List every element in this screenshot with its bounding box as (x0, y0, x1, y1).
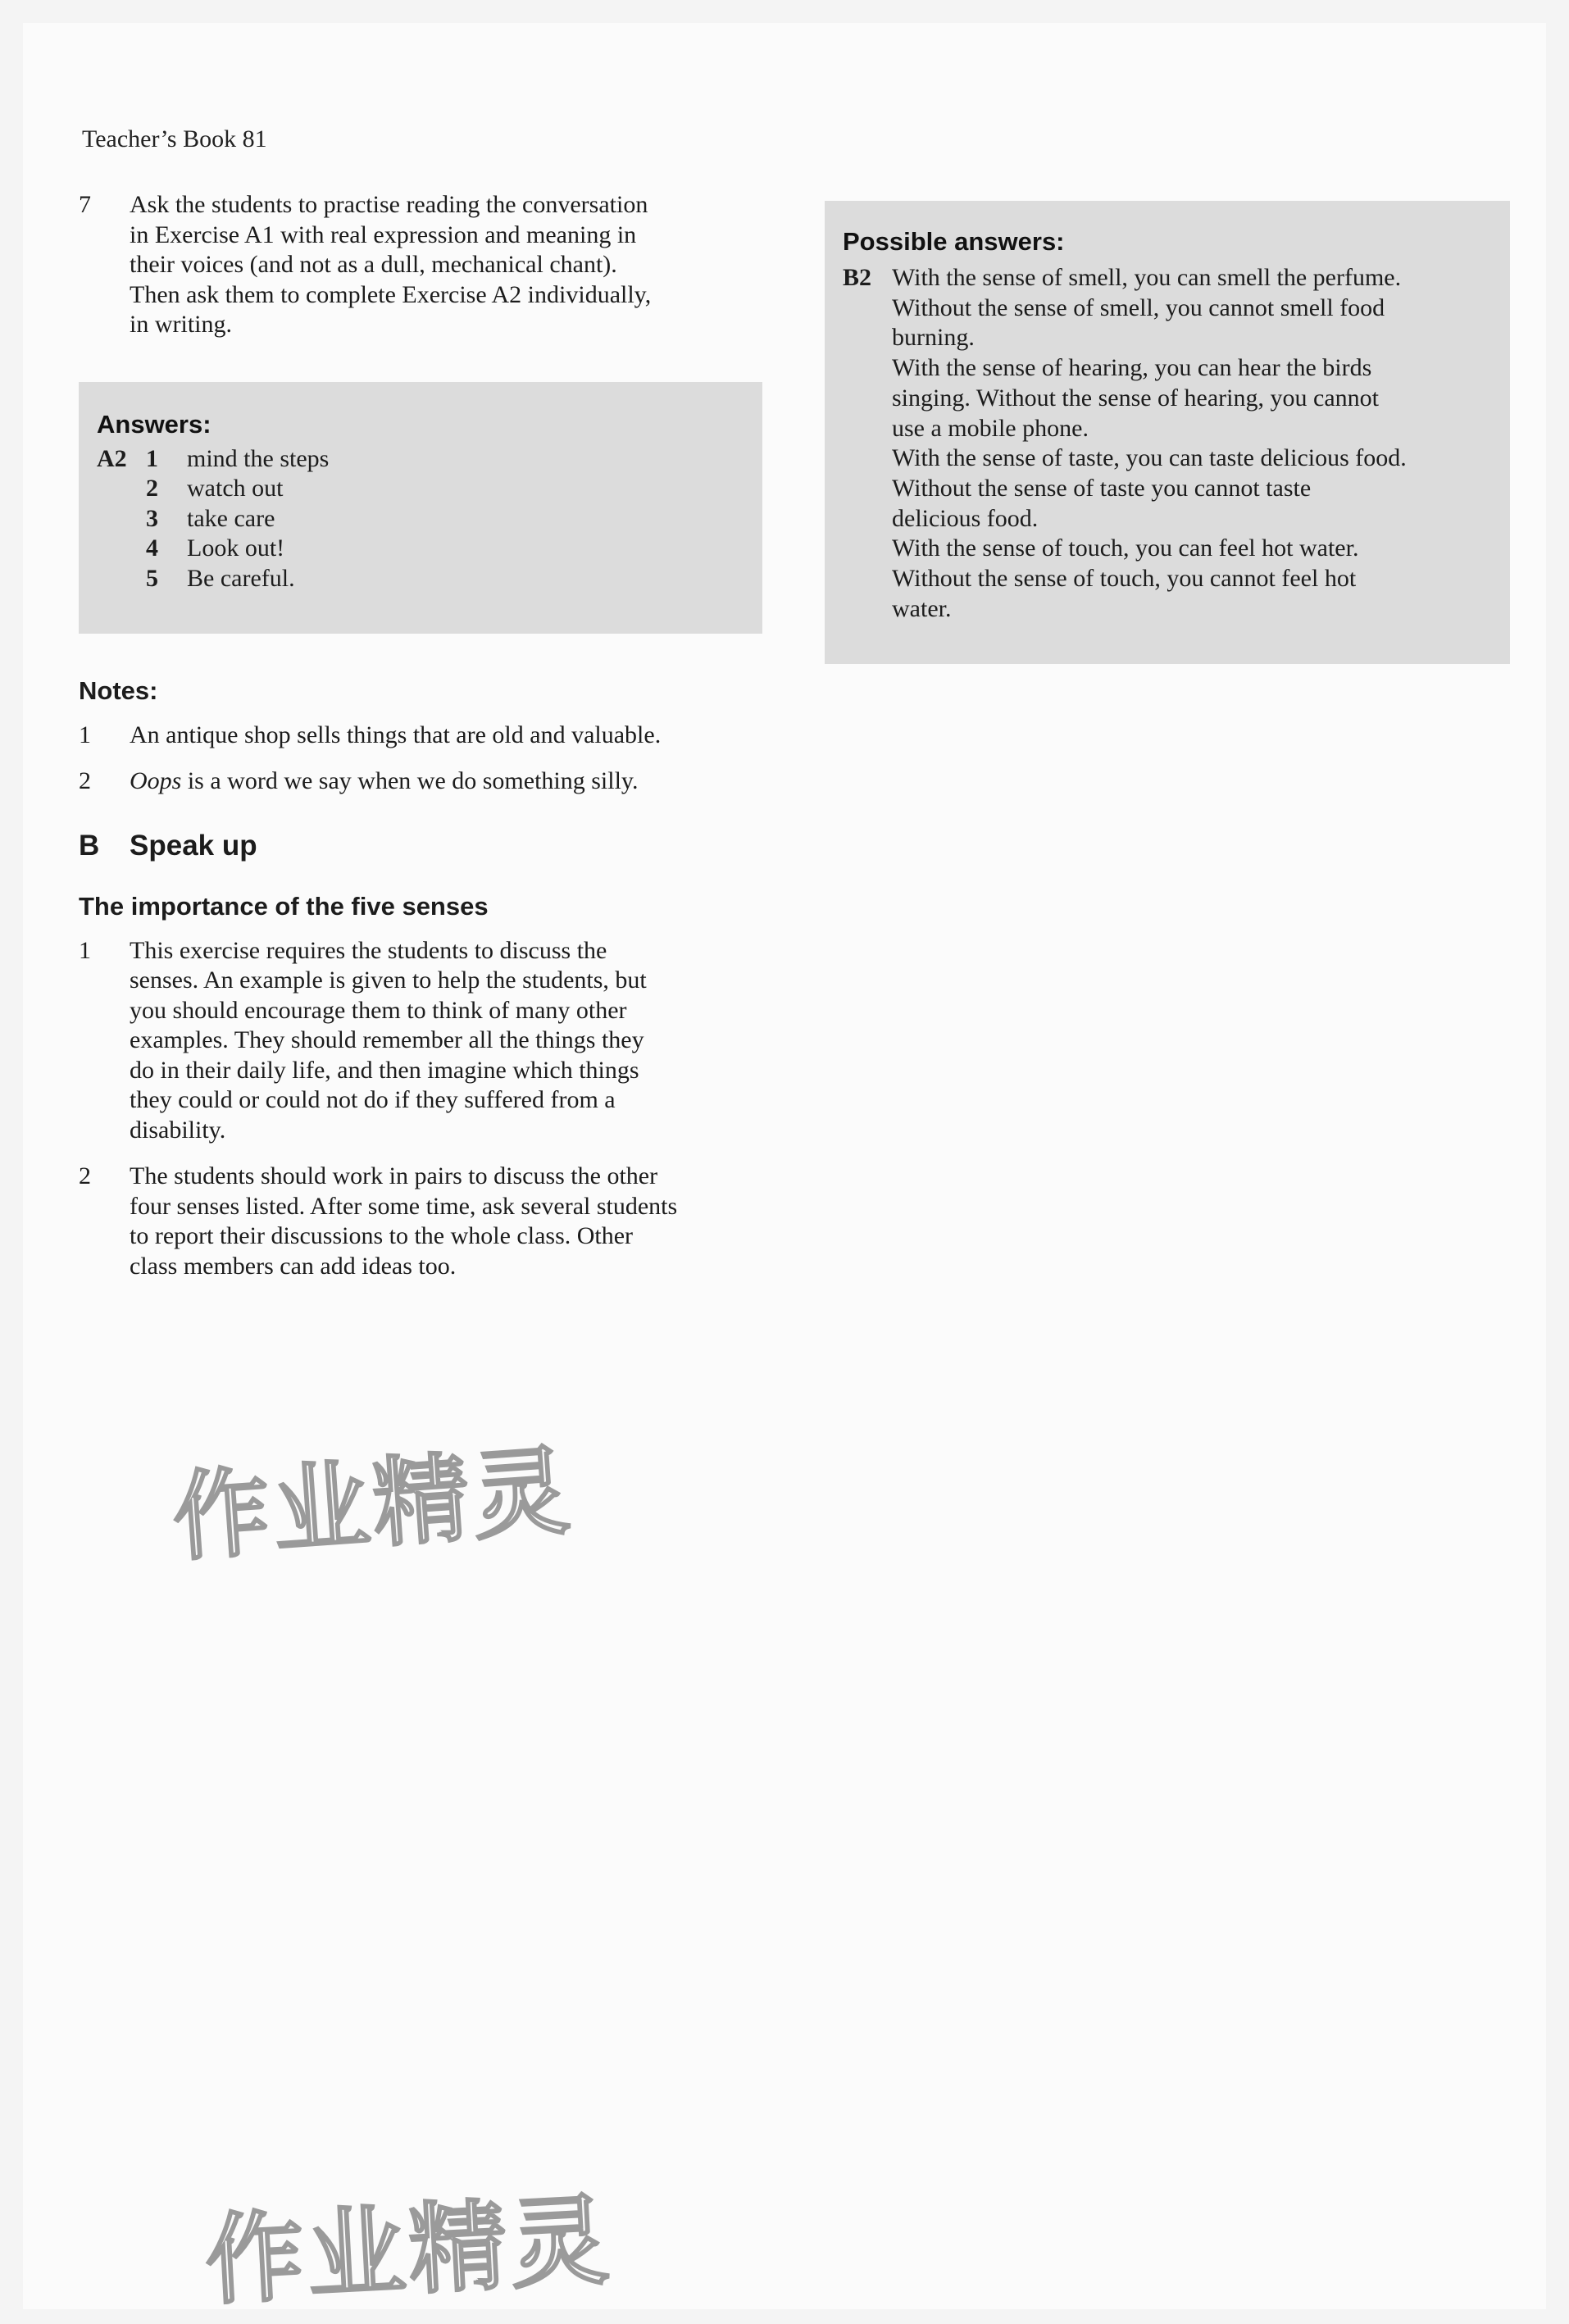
left-column (79, 190, 759, 1281)
answer-text: watch out (187, 475, 284, 502)
possible-answers-body (843, 263, 1492, 624)
answer-text: Be careful. (187, 564, 295, 592)
instruction-text (130, 190, 759, 340)
note-emphasis: Oops (130, 767, 182, 794)
text-line: senses. An example is given to help the students, but (130, 966, 647, 994)
answer-text: mind the steps (187, 444, 330, 472)
right-column (825, 201, 1510, 664)
text-line: do in their daily life, and then imagine which things (130, 1056, 639, 1084)
text-line: in Exercise A1 with real expression and meaning in (130, 221, 637, 248)
text-line: class members can add ideas too. (130, 1252, 457, 1280)
item-number: 2 (79, 1162, 91, 1189)
watermark: 作业精灵 (202, 2184, 615, 2319)
text-line: This exercise requires the students to discuss the (130, 936, 607, 964)
text-line: burning. (892, 324, 975, 352)
text-line: With the sense of smell, you can smell the perfume. (892, 264, 1402, 291)
exercise-code: A2 (97, 444, 127, 472)
item-number: 1 (79, 936, 91, 964)
answer-row (97, 564, 744, 594)
answer-row (97, 534, 744, 564)
text-line: With the sense of hearing, you can hear the birds (892, 354, 1372, 382)
page-header: Teacher’s Book 81 (82, 125, 267, 152)
instruction-item-7 (79, 190, 759, 340)
text-line: singing. Without the sense of hearing, you cannot (892, 384, 1379, 412)
note-rest: is a word we say when we do something silly. (181, 767, 639, 794)
answer-number: 2 (146, 475, 158, 502)
speak-item (79, 1162, 759, 1281)
speak-up-list (79, 936, 759, 1282)
section-heading (79, 830, 759, 862)
possible-answers-title: Possible answers: (843, 227, 1065, 256)
note-number: 2 (79, 767, 91, 794)
text-line: they could or could not do if they suffered from a (130, 1086, 616, 1113)
text-line: delicious food. (892, 504, 1039, 532)
section-letter: B (79, 829, 100, 862)
text-line: disability. (130, 1116, 226, 1144)
possible-answers-box (825, 201, 1510, 664)
text-line: Then ask them to complete Exercise A2 individually, (130, 280, 652, 308)
note-text (130, 766, 759, 797)
answer-number: 5 (146, 564, 158, 592)
text-line: in writing. (130, 311, 232, 338)
text-line: Without the sense of touch, you cannot feel hot (892, 565, 1357, 593)
note-item (79, 721, 759, 751)
notes-title: Notes: (79, 675, 158, 705)
text-line: use a mobile phone. (892, 414, 1089, 442)
item-text (130, 1162, 759, 1281)
text-line: Without the sense of smell, you cannot smell food (892, 293, 1385, 321)
text-line: examples. They should remember all the things they (130, 1026, 644, 1053)
answer-row (97, 504, 744, 534)
section-title: Speak up (130, 829, 257, 862)
text-line: Without the sense of taste you cannot taste (892, 474, 1312, 502)
text-line: With the sense of touch, you can feel hot water. (892, 534, 1359, 562)
watermark: 作业精灵 (169, 1434, 576, 1575)
text-line: With the sense of taste, you can taste delicious food. (892, 444, 1407, 472)
answer-row (97, 444, 744, 475)
note-number: 1 (79, 721, 91, 748)
answer-text: Look out! (187, 534, 285, 562)
note-item (79, 766, 759, 797)
answer-number: 4 (146, 534, 158, 562)
answers-title: Answers: (97, 409, 211, 439)
section-subtitle: The importance of the five senses (79, 891, 489, 921)
text-line: their voices (and not as a dull, mechanical chant). (130, 251, 617, 278)
text-line: to report their discussions to the whole class. Other (130, 1222, 634, 1249)
answers-box (79, 382, 762, 634)
answer-number: 1 (146, 444, 158, 472)
note-text: An antique shop sells things that are old and valuable. (130, 721, 662, 748)
answer-text: take care (187, 504, 275, 532)
text-line: water. (892, 594, 952, 622)
answer-number: 3 (146, 504, 158, 532)
exercise-code: B2 (843, 264, 872, 291)
speak-item (79, 936, 759, 1146)
text-line: Ask the students to practise reading the conversation (130, 191, 648, 218)
item-number: 7 (79, 191, 91, 218)
answer-row (97, 474, 744, 504)
text-line: The students should work in pairs to discuss the other (130, 1162, 658, 1189)
item-text (130, 936, 759, 1146)
possible-answers-lines (892, 263, 1492, 624)
text-line: you should encourage them to think of many other (130, 996, 627, 1024)
text-line: four senses listed. After some time, ask several students (130, 1192, 678, 1220)
notes-list (79, 721, 759, 797)
